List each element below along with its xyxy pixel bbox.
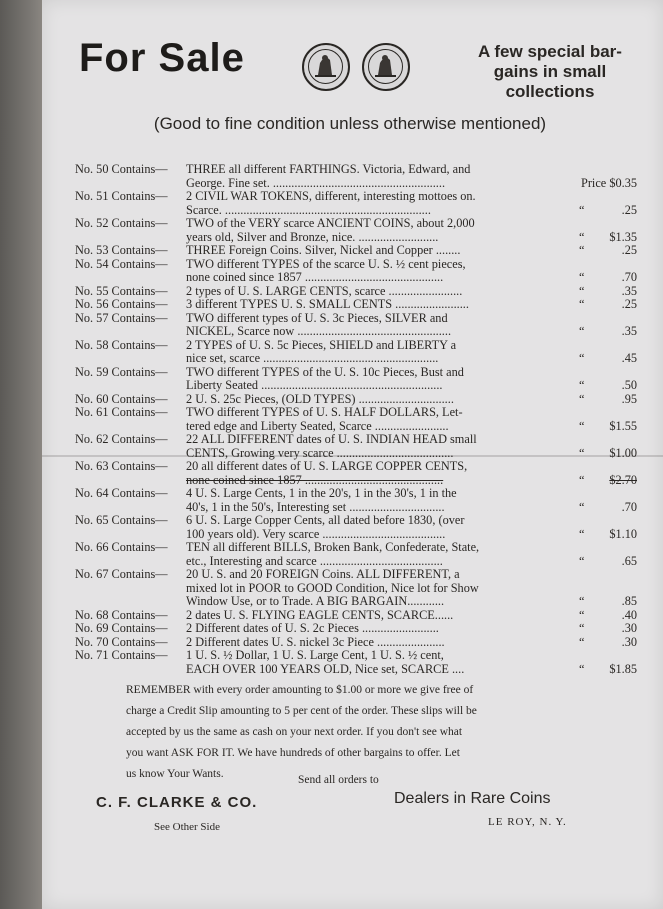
list-item (75, 649, 635, 676)
item-price (567, 393, 637, 407)
dealers-label: Dealers in Rare Coins (394, 790, 551, 807)
item-price (567, 352, 637, 366)
item-description-line: TEN all different BILLS, Broken Bank, Confederate, State, (186, 541, 480, 554)
item-description (186, 541, 558, 568)
item-description (186, 406, 558, 433)
page-title: For Sale (79, 36, 245, 80)
list-item (75, 406, 635, 433)
item-price (567, 177, 637, 191)
item-price-value: $1.85 (609, 661, 637, 676)
ditto-mark: “ (579, 445, 585, 460)
item-description-line: 2 Different dates U. S. nickel 3c Piece ...................... (186, 635, 445, 649)
item-price-value: .50 (621, 378, 637, 392)
item-description (186, 217, 558, 244)
item-price-value: .65 (621, 553, 637, 568)
ditto-mark: “ (579, 270, 585, 284)
remember-note (126, 680, 596, 785)
item-price (567, 501, 637, 515)
item-price-value: .35 (621, 324, 637, 338)
item-description (186, 366, 558, 393)
item-description-line: 2 Different dates of U. S. 2c Pieces ......................... (186, 622, 439, 635)
list-item (75, 285, 635, 299)
item-number: No. 68 Contains— (75, 607, 168, 622)
item-price (567, 231, 637, 245)
item-number: No. 57 Contains— (75, 310, 168, 325)
item-description-line: Liberty Seated ........................................................... (186, 379, 443, 392)
ditto-mark: “ (579, 229, 585, 244)
list-item (75, 312, 635, 339)
item-number: No. 71 Contains— (75, 648, 168, 662)
subtitle: (Good to fine condition unless otherwise mentioned) (153, 114, 547, 133)
item-list (75, 163, 635, 676)
item-price (567, 528, 637, 542)
ditto-mark: “ (579, 472, 585, 487)
send-orders-label: Send all orders to (298, 774, 379, 786)
item-description-line: TWO different types of U. S. 3c Pieces, SILVER and (186, 311, 448, 325)
item-description-line: Window Use, or to Trade. A BIG BARGAIN............ (186, 595, 445, 608)
tagline-line: A few special bar- (478, 42, 622, 61)
list-item (75, 487, 635, 514)
ditto-mark: “ (579, 378, 585, 392)
item-description (186, 649, 558, 676)
item-description-line: Scarce. ................................................................... (186, 203, 431, 217)
list-item (75, 433, 635, 460)
item-description-line: 2 types of U. S. LARGE CENTS, scarce ........................ (186, 284, 463, 298)
item-description (186, 487, 558, 514)
item-price (567, 636, 637, 650)
item-description (186, 285, 558, 299)
item-number: No. 54 Contains— (75, 256, 168, 271)
item-description (186, 460, 558, 487)
item-description-line: 22 ALL DIFFERENT dates of U. S. INDIAN HEAD small (186, 433, 477, 446)
item-description-line: 6 U. S. Large Copper Cents, all dated before 1830, (over (186, 514, 465, 527)
item-price-value: .25 (621, 202, 637, 217)
item-description (186, 258, 558, 285)
item-price (567, 474, 637, 488)
item-price (567, 595, 637, 609)
item-description-line: nice set, scarce ......................................................... (186, 352, 439, 365)
item-description (186, 312, 558, 339)
remember-line: REMEMBER with every order amounting to $1.00 or more we give free of (126, 684, 474, 696)
list-item (75, 298, 635, 312)
item-price (567, 244, 637, 258)
ditto-mark: “ (579, 202, 585, 217)
item-description-line: 2 TYPES of U. S. 5c Pieces, SHIELD and LIBERTY a (186, 338, 457, 352)
item-price-value: $1.55 (609, 418, 637, 433)
coin-seal-icon (302, 43, 350, 91)
item-price (567, 622, 637, 636)
item-price-value: .30 (621, 634, 637, 649)
list-item (75, 609, 635, 623)
ditto-mark: “ (579, 391, 585, 406)
item-price-value: $1.35 (609, 229, 637, 244)
list-item (75, 339, 635, 366)
item-price-value: .45 (621, 351, 637, 365)
item-description-line: 1 U. S. ½ Dollar, 1 U. S. Large Cent, 1 U. S. ½ cent, (186, 649, 444, 662)
item-description-line: TWO different TYPES of the U. S. 10c Pieces, Bust and (186, 365, 464, 379)
item-description-line: none coined since 1857 ............................................. (186, 473, 444, 487)
remember-line: charge a Credit Slip amounting to 5 per cent of the order. These slips will be (126, 705, 477, 717)
item-description (186, 393, 558, 407)
item-price (567, 663, 637, 677)
item-description-line: 4 U. S. Large Cents, 1 in the 20's, 1 in the 30's, 1 in the (186, 487, 457, 500)
item-number: No. 58 Contains— (75, 337, 168, 352)
item-price (567, 298, 637, 312)
flyer-sheet (42, 0, 663, 909)
item-price-value: Price $0.35 (580, 175, 637, 190)
item-price-value: .70 (621, 270, 637, 284)
item-price-value: $2.70 (609, 472, 637, 487)
item-price-value: .35 (621, 283, 637, 298)
ditto-mark: “ (579, 526, 585, 541)
item-description-line: CENTS, Growing very scarce ...................................... (186, 446, 454, 460)
list-item (75, 366, 635, 393)
remember-line: accepted by us the same as cash on your next order. If you don't see what (126, 726, 463, 738)
item-number: No. 70 Contains— (75, 634, 168, 649)
item-number: No. 65 Contains— (75, 513, 168, 527)
tagline-line: gains in small (493, 62, 607, 81)
item-description-line: George. Fine set. ........................................................ (186, 176, 446, 190)
item-number: No. 50 Contains— (75, 162, 168, 176)
item-price (567, 325, 637, 339)
item-number: No. 56 Contains— (75, 297, 168, 311)
item-price-value: .95 (621, 391, 637, 406)
item-number: No. 59 Contains— (75, 364, 168, 379)
item-description-line: TWO different TYPES of U. S. HALF DOLLARS, Let- (186, 406, 463, 419)
coin-seal-icon (362, 43, 410, 91)
ditto-mark: “ (579, 324, 585, 338)
list-item (75, 244, 635, 258)
item-description (186, 568, 558, 609)
item-description-line: mixed lot in POOR to GOOD Condition, Nice lot for Show (186, 581, 479, 595)
item-description (186, 609, 558, 623)
ditto-mark: “ (579, 621, 585, 635)
list-item (75, 541, 635, 568)
ditto-mark: “ (579, 499, 585, 514)
item-description-line: 2 dates U. S. FLYING EAGLE CENTS, SCARCE...... (186, 608, 454, 622)
list-item (75, 636, 635, 650)
ditto-mark: “ (579, 661, 585, 676)
item-description (186, 622, 558, 636)
list-item (75, 190, 635, 217)
item-description-line: TWO different TYPES of the scarce U. S. ½ cent pieces, (186, 257, 466, 271)
item-description-line: THREE Foreign Coins. Silver, Nickel and Copper ........ (186, 244, 461, 257)
item-price-value: .30 (621, 621, 637, 635)
remember-line: you want ASK FOR IT. We have hundreds of other bargains to offer. Let (126, 747, 460, 759)
item-price-value: .40 (621, 607, 637, 622)
item-description-line: EACH OVER 100 YEARS OLD, Nice set, SCARCE .... (186, 662, 465, 676)
item-price-value: .70 (621, 499, 637, 514)
item-description (186, 163, 558, 190)
item-price (567, 609, 637, 623)
item-number: No. 69 Contains— (75, 621, 168, 635)
item-price (567, 285, 637, 299)
ditto-mark: “ (579, 634, 585, 649)
list-item (75, 514, 635, 541)
item-price-value: .85 (621, 594, 637, 608)
list-item (75, 568, 635, 609)
item-description-line: 2 CIVIL WAR TOKENS, different, interesting mottoes on. (186, 190, 476, 203)
item-number: No. 55 Contains— (75, 283, 168, 298)
item-description (186, 433, 558, 460)
item-number: No. 61 Contains— (75, 405, 168, 419)
ditto-mark: “ (579, 418, 585, 433)
item-number: No. 53 Contains— (75, 243, 168, 257)
item-price (567, 420, 637, 434)
item-price (567, 379, 637, 393)
item-description (186, 244, 558, 258)
item-price-value: .25 (621, 243, 637, 257)
item-price-value: $1.10 (609, 526, 637, 541)
item-price (567, 447, 637, 461)
item-number: No. 67 Contains— (75, 567, 168, 581)
item-description-line: 20 U. S. and 20 FOREIGN Coins. ALL DIFFERENT, a (186, 568, 460, 581)
item-number: No. 51 Contains— (75, 189, 168, 203)
item-description-line: etc., Interesting and scarce ........................................ (186, 554, 443, 568)
item-description-line: 2 U. S. 25c Pieces, (OLD TYPES) ............................... (186, 392, 454, 406)
item-description-line: 40's, 1 in the 50's, Interesting set ............................... (186, 500, 445, 514)
see-other-side: See Other Side (154, 821, 220, 833)
item-description (186, 636, 558, 650)
item-number: No. 66 Contains— (75, 540, 168, 554)
item-price (567, 271, 637, 285)
list-item (75, 217, 635, 244)
list-item (75, 163, 635, 190)
item-price (567, 204, 637, 218)
item-number: No. 64 Contains— (75, 486, 168, 500)
item-number: No. 52 Contains— (75, 216, 168, 230)
item-price-value: .25 (621, 297, 637, 311)
list-item (75, 460, 635, 487)
item-description-line: none coined since 1857 ............................................. (186, 271, 444, 284)
ditto-mark: “ (579, 607, 585, 622)
company-name: C. F. CLARKE & CO. (96, 794, 258, 811)
item-description-line: years old, Silver and Bronze, nice. .......................... (186, 230, 439, 244)
background-shadow (0, 0, 42, 909)
item-description-line: 3 different TYPES U. S. SMALL CENTS ........................ (186, 298, 469, 311)
ditto-mark: “ (579, 297, 585, 311)
item-description (186, 514, 558, 541)
ditto-mark: “ (579, 283, 585, 298)
item-description (186, 339, 558, 366)
item-description-line: THREE all different FARTHINGS. Victoria, Edward, and (186, 163, 471, 176)
ditto-mark: “ (579, 351, 585, 365)
item-description-line: 100 years old). Very scarce ........................................ (186, 527, 446, 541)
item-price (567, 555, 637, 569)
item-number: No. 60 Contains— (75, 391, 168, 406)
item-description-line: TWO of the VERY scarce ANCIENT COINS, about 2,000 (186, 217, 475, 230)
item-description (186, 190, 558, 217)
item-description (186, 298, 558, 312)
item-description-line: tered edge and Liberty Seated, Scarce ........................ (186, 419, 449, 433)
item-description-line: 20 all different dates of U. S. LARGE COPPER CENTS, (186, 460, 468, 473)
ditto-mark: “ (579, 243, 585, 257)
item-number: No. 63 Contains— (75, 459, 168, 473)
ditto-mark: “ (579, 553, 585, 568)
list-item (75, 258, 635, 285)
remember-line: us know Your Wants. (126, 768, 224, 780)
list-item (75, 393, 635, 407)
location: LE ROY, N. Y. (488, 816, 567, 828)
tagline-line: collections (505, 82, 595, 101)
ditto-mark: “ (579, 594, 585, 608)
list-item (75, 622, 635, 636)
tagline (450, 42, 650, 102)
item-number: No. 62 Contains— (75, 432, 168, 446)
item-price-value: $1.00 (609, 445, 637, 460)
item-description-line: NICKEL, Scarce now .................................................. (186, 325, 452, 338)
